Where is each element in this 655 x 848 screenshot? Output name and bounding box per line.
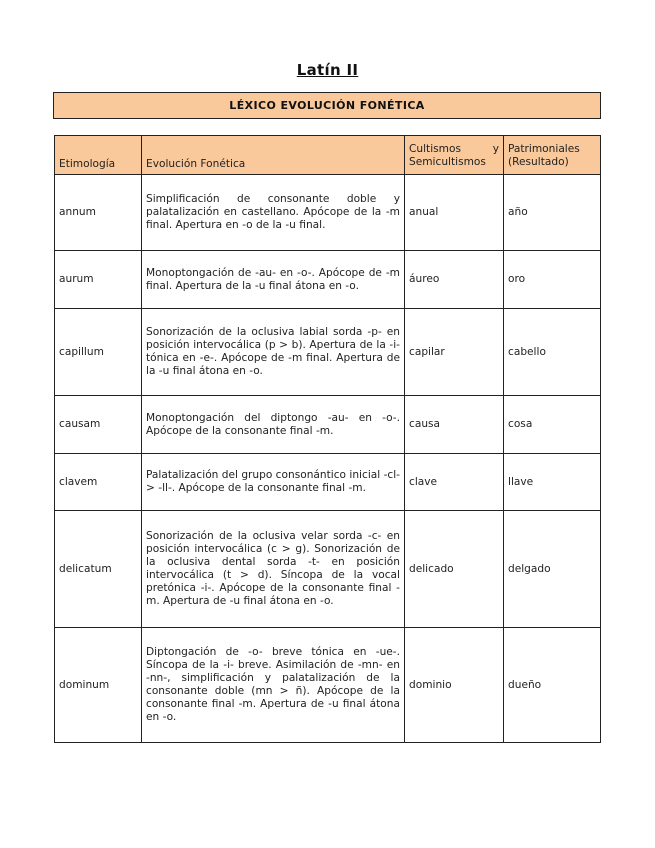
document-title: Latín II (296, 61, 359, 79)
etymology-cell: capillum (55, 309, 142, 396)
evolution-text: Sonorización de la oclusiva velar sorda -c- en posición intervocálica (c > g). Sonorización de la oclusiva dental sorda -t- en posición intervocálica (t > d). Síncopa de la vocal pretónica -i-. Apócope de la consonante final -m. Apertura de -u final átona en -o. (146, 530, 400, 607)
cultism-cell: clave (405, 454, 504, 511)
patrimonial-cell: cabello (504, 309, 601, 396)
patrimonial-cell: cosa (504, 396, 601, 454)
patrimonial-cell: año (504, 175, 601, 251)
etymology-cell: annum (55, 175, 142, 251)
cultism-cell: causa (405, 396, 504, 454)
etymology-cell: causam (55, 396, 142, 454)
table-header-row (55, 136, 601, 175)
etymology-cell: aurum (55, 251, 142, 309)
evolution-cell (142, 396, 405, 454)
table-row (55, 454, 601, 511)
etymology-cell: dominum (55, 628, 142, 743)
header-patrimonial: Patrimoniales (Resultado) (504, 136, 601, 175)
etymology-cell: clavem (55, 454, 142, 511)
cultism-cell: dominio (405, 628, 504, 743)
section-banner (53, 92, 601, 119)
evolution-text: Palatalización del grupo consonántico inicial -cl- > -ll-. Apócope de la consonante final -m. (146, 469, 400, 494)
evolution-cell (142, 251, 405, 309)
lexicon-table (54, 135, 601, 743)
header-etymology: Etimología (55, 136, 142, 175)
table-row (55, 628, 601, 743)
evolution-text: Monoptongación de -au- en -o-. Apócope de -m final. Apertura de la -u final átona en -o. (146, 266, 400, 292)
evolution-text: Sonorización de la oclusiva labial sorda -p- en posición intervocálica (p > b). Apertura de la -i- tónica en -e-. Apócope de -m final. Apertura de la -u final átona en -o. (146, 326, 400, 377)
evolution-cell (142, 175, 405, 251)
table-row (55, 396, 601, 454)
table-row (55, 309, 601, 396)
patrimonial-cell: llave (504, 454, 601, 511)
patrimonial-cell: oro (504, 251, 601, 309)
evolution-cell (142, 511, 405, 628)
cultism-cell: anual (405, 175, 504, 251)
table-row (55, 511, 601, 628)
header-phonetic-evolution: Evolución Fonética (142, 136, 405, 175)
patrimonial-cell: dueño (504, 628, 601, 743)
header-cultisms: Cultismos y Semicultismos (405, 136, 504, 175)
cultism-cell: áureo (405, 251, 504, 309)
evolution-text: Simplificación de consonante doble y palatalización en castellano. Apócope de la -m final. Apertura en -o de la -u final. (146, 193, 400, 231)
evolution-cell (142, 454, 405, 511)
evolution-text: Monoptongación del diptongo -au- en -o-. Apócope de la consonante final -m. (146, 411, 400, 437)
evolution-cell (142, 309, 405, 396)
evolution-text: Diptongación de -o- breve tónica en -ue-. Síncopa de la -i- breve. Asimilación de -mn- en -nn-, simplificación y palatalización de la consonante doble (mn > ñ). Apócope de la consonante final -m. Apertura de -u final átona en -o. (146, 646, 400, 723)
patrimonial-cell: delgado (504, 511, 601, 628)
table-row (55, 251, 601, 309)
table-row (55, 175, 601, 251)
cultism-cell: capilar (405, 309, 504, 396)
cultism-cell: delicado (405, 511, 504, 628)
evolution-cell (142, 628, 405, 743)
banner-text: LÉXICO EVOLUCIÓN FONÉTICA (229, 99, 425, 112)
etymology-cell: delicatum (55, 511, 142, 628)
